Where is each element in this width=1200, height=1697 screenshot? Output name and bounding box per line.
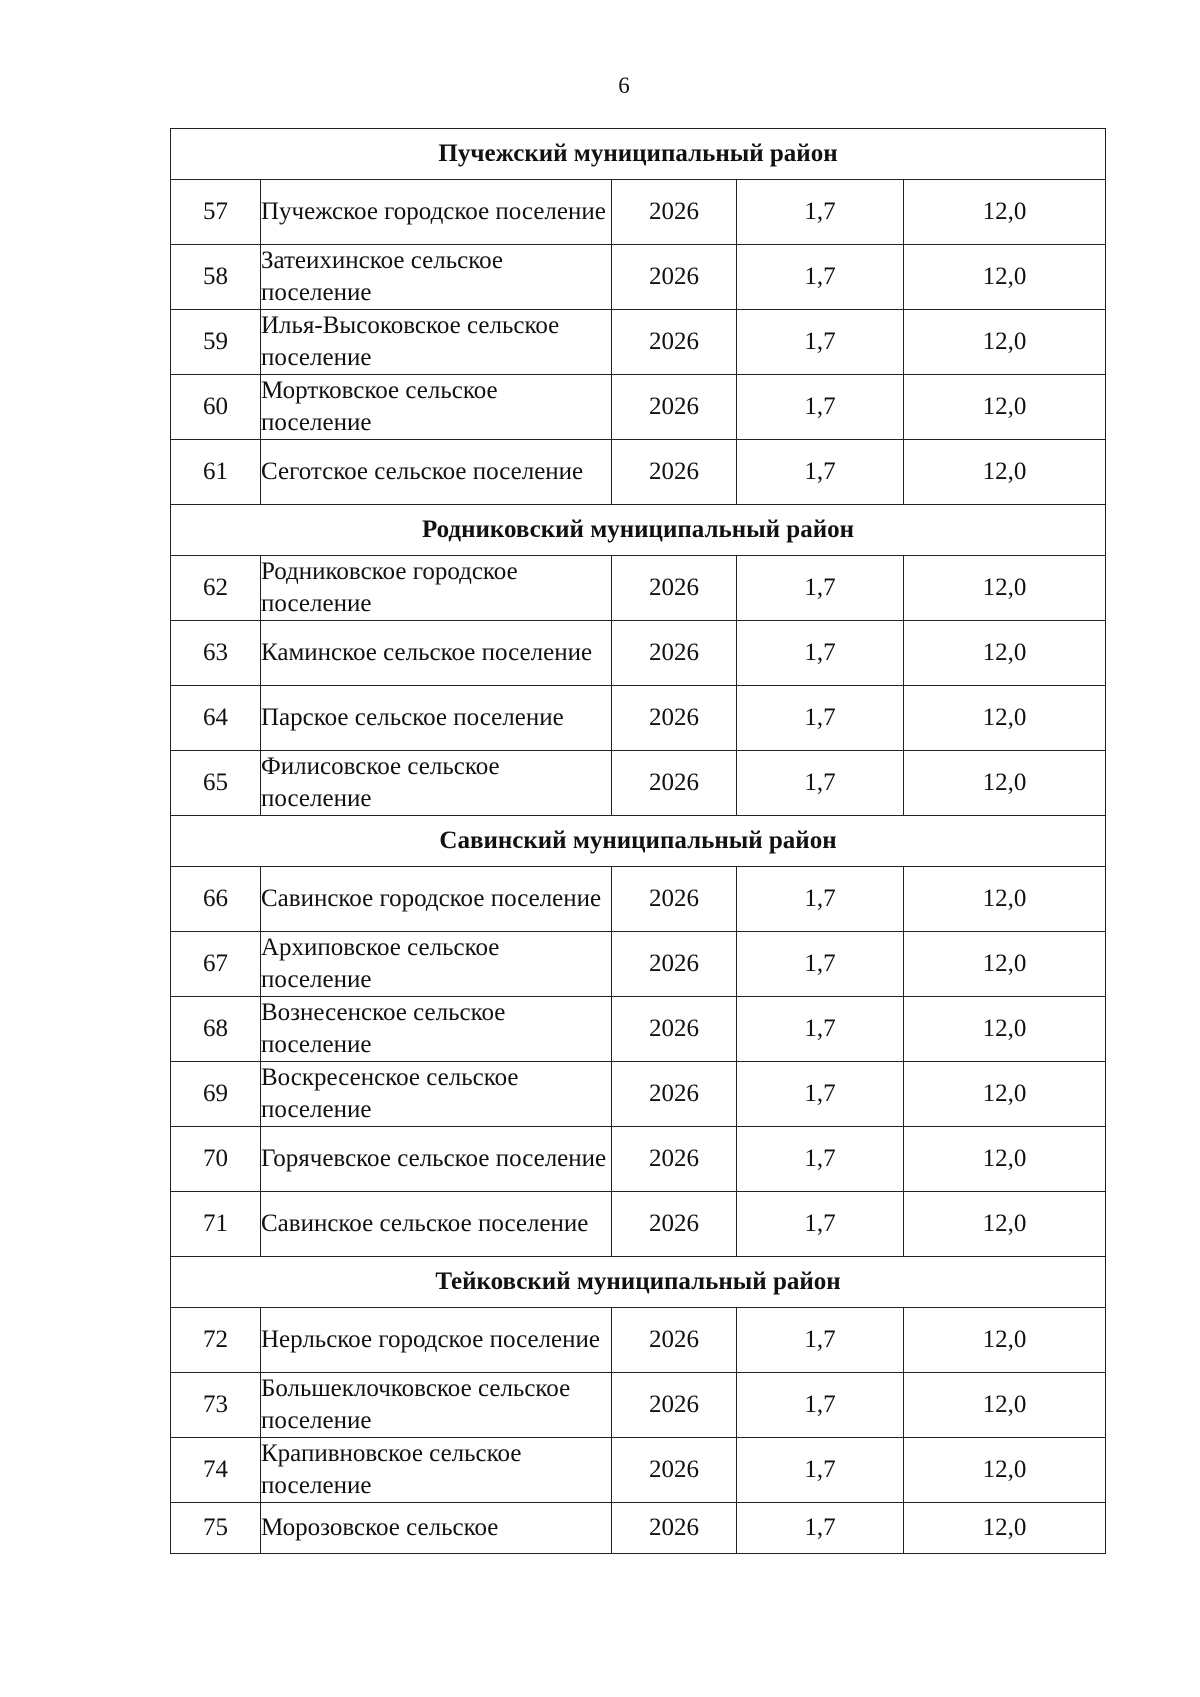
- settlement-name-cell: Нерльское городское поселение: [261, 1308, 612, 1373]
- table-row: [171, 556, 1106, 621]
- year-cell: 2026: [612, 1127, 737, 1192]
- settlement-name-cell: Горячевское сельское поселение: [261, 1127, 612, 1192]
- row-number-cell: 72: [171, 1308, 261, 1373]
- value-1-cell: 1,7: [737, 245, 904, 310]
- value-2-cell: 12,0: [904, 867, 1106, 932]
- value-2-cell: 12,0: [904, 1062, 1106, 1127]
- district-title: Тейковский муниципальный район: [171, 1257, 1106, 1308]
- row-number-cell: 61: [171, 440, 261, 505]
- year-cell: 2026: [612, 245, 737, 310]
- settlement-name-cell: Савинское городское поселение: [261, 867, 612, 932]
- value-1-cell: 1,7: [737, 867, 904, 932]
- table-body: [171, 129, 1106, 1554]
- year-cell: 2026: [612, 180, 737, 245]
- table-row: [171, 751, 1106, 816]
- year-cell: 2026: [612, 1503, 737, 1554]
- year-cell: 2026: [612, 1192, 737, 1257]
- year-cell: 2026: [612, 686, 737, 751]
- row-number-cell: 58: [171, 245, 261, 310]
- settlement-name-cell: Илья-Высоковское сельское поселение: [261, 310, 612, 375]
- row-number-cell: 62: [171, 556, 261, 621]
- value-1-cell: 1,7: [737, 1503, 904, 1554]
- table-row: [171, 932, 1106, 997]
- row-number-cell: 67: [171, 932, 261, 997]
- value-1-cell: 1,7: [737, 310, 904, 375]
- value-2-cell: 12,0: [904, 1503, 1106, 1554]
- value-2-cell: 12,0: [904, 245, 1106, 310]
- table-row: [171, 310, 1106, 375]
- year-cell: 2026: [612, 1373, 737, 1438]
- settlement-name-cell: Воскресенское сельское поселение: [261, 1062, 612, 1127]
- value-2-cell: 12,0: [904, 180, 1106, 245]
- year-cell: 2026: [612, 867, 737, 932]
- settlement-name-cell: Морозовское сельское: [261, 1503, 612, 1554]
- table-row: [171, 1503, 1106, 1554]
- year-cell: 2026: [612, 997, 737, 1062]
- year-cell: 2026: [612, 751, 737, 816]
- district-title: Савинский муниципальный район: [171, 816, 1106, 867]
- value-1-cell: 1,7: [737, 1127, 904, 1192]
- value-2-cell: 12,0: [904, 375, 1106, 440]
- row-number-cell: 60: [171, 375, 261, 440]
- value-1-cell: 1,7: [737, 751, 904, 816]
- value-2-cell: 12,0: [904, 1373, 1106, 1438]
- row-number-cell: 68: [171, 997, 261, 1062]
- settlement-name-cell: Пучежское городское поселение: [261, 180, 612, 245]
- value-2-cell: 12,0: [904, 932, 1106, 997]
- settlement-name-cell: Вознесенское сельское поселение: [261, 997, 612, 1062]
- row-number-cell: 69: [171, 1062, 261, 1127]
- value-1-cell: 1,7: [737, 621, 904, 686]
- year-cell: 2026: [612, 440, 737, 505]
- table-row: [171, 867, 1106, 932]
- row-number-cell: 74: [171, 1438, 261, 1503]
- row-number-cell: 64: [171, 686, 261, 751]
- district-title: Родниковский муниципальный район: [171, 505, 1106, 556]
- value-2-cell: 12,0: [904, 440, 1106, 505]
- year-cell: 2026: [612, 1438, 737, 1503]
- row-number-cell: 71: [171, 1192, 261, 1257]
- year-cell: 2026: [612, 375, 737, 440]
- district-title: Пучежский муниципальный район: [171, 129, 1106, 180]
- value-2-cell: 12,0: [904, 1308, 1106, 1373]
- table-row: [171, 245, 1106, 310]
- value-1-cell: 1,7: [737, 1308, 904, 1373]
- district-header-row: [171, 816, 1106, 867]
- settlement-name-cell: Большеклочковское сельское поселение: [261, 1373, 612, 1438]
- value-1-cell: 1,7: [737, 1192, 904, 1257]
- value-2-cell: 12,0: [904, 1127, 1106, 1192]
- value-1-cell: 1,7: [737, 1438, 904, 1503]
- value-1-cell: 1,7: [737, 375, 904, 440]
- value-2-cell: 12,0: [904, 997, 1106, 1062]
- table-row: [171, 440, 1106, 505]
- value-1-cell: 1,7: [737, 1373, 904, 1438]
- table-row: [171, 1438, 1106, 1503]
- settlement-name-cell: Филисовское сельское поселение: [261, 751, 612, 816]
- settlement-name-cell: Савинское сельское поселение: [261, 1192, 612, 1257]
- value-1-cell: 1,7: [737, 1062, 904, 1127]
- settlement-name-cell: Архиповское сельское поселение: [261, 932, 612, 997]
- value-1-cell: 1,7: [737, 180, 904, 245]
- settlement-name-cell: Затеихинское сельское поселение: [261, 245, 612, 310]
- table-row: [171, 1192, 1106, 1257]
- value-2-cell: 12,0: [904, 1438, 1106, 1503]
- value-2-cell: 12,0: [904, 1192, 1106, 1257]
- row-number-cell: 75: [171, 1503, 261, 1554]
- table-row: [171, 621, 1106, 686]
- year-cell: 2026: [612, 1062, 737, 1127]
- settlement-name-cell: Крапивновское сельское поселение: [261, 1438, 612, 1503]
- row-number-cell: 59: [171, 310, 261, 375]
- table-row: [171, 375, 1106, 440]
- year-cell: 2026: [612, 621, 737, 686]
- settlement-name-cell: Мортковское сельское поселение: [261, 375, 612, 440]
- value-1-cell: 1,7: [737, 686, 904, 751]
- value-2-cell: 12,0: [904, 310, 1106, 375]
- table-row: [171, 686, 1106, 751]
- settlement-name-cell: Родниковское городское поселение: [261, 556, 612, 621]
- value-2-cell: 12,0: [904, 686, 1106, 751]
- table-row: [171, 1373, 1106, 1438]
- value-2-cell: 12,0: [904, 751, 1106, 816]
- row-number-cell: 70: [171, 1127, 261, 1192]
- table-row: [171, 997, 1106, 1062]
- district-header-row: [171, 1257, 1106, 1308]
- settlement-name-cell: Сеготское сельское поселение: [261, 440, 612, 505]
- row-number-cell: 57: [171, 180, 261, 245]
- row-number-cell: 73: [171, 1373, 261, 1438]
- table-row: [171, 180, 1106, 245]
- district-header-row: [171, 129, 1106, 180]
- year-cell: 2026: [612, 932, 737, 997]
- district-header-row: [171, 505, 1106, 556]
- year-cell: 2026: [612, 310, 737, 375]
- table-row: [171, 1062, 1106, 1127]
- page-number: 6: [618, 73, 630, 98]
- row-number-cell: 63: [171, 621, 261, 686]
- row-number-cell: 65: [171, 751, 261, 816]
- settlement-name-cell: Каминское сельское поселение: [261, 621, 612, 686]
- value-2-cell: 12,0: [904, 556, 1106, 621]
- year-cell: 2026: [612, 1308, 737, 1373]
- value-1-cell: 1,7: [737, 997, 904, 1062]
- value-1-cell: 1,7: [737, 556, 904, 621]
- value-1-cell: 1,7: [737, 440, 904, 505]
- row-number-cell: 66: [171, 867, 261, 932]
- settlement-name-cell: Парское сельское поселение: [261, 686, 612, 751]
- value-2-cell: 12,0: [904, 621, 1106, 686]
- table-row: [171, 1127, 1106, 1192]
- year-cell: 2026: [612, 556, 737, 621]
- value-1-cell: 1,7: [737, 932, 904, 997]
- settlements-table: [170, 128, 1106, 1554]
- table-row: [171, 1308, 1106, 1373]
